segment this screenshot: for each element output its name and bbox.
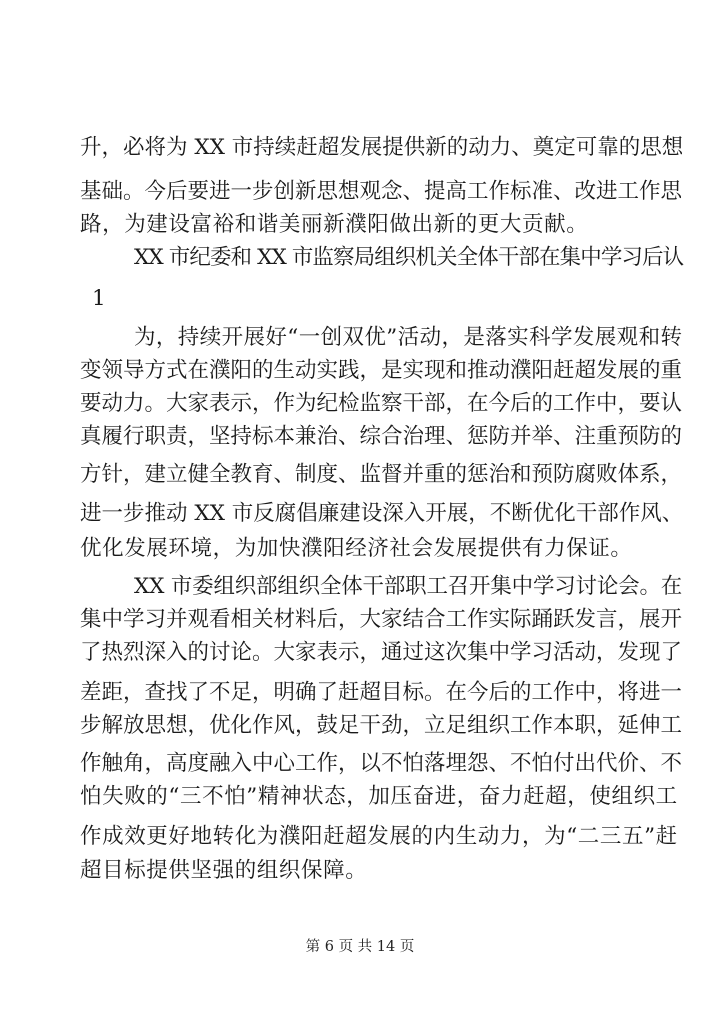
line-text: 差距，查找了不足，明确了赶超目标。在今后的工作中，将进一	[80, 680, 683, 705]
text-line	[0, 676, 720, 710]
text-line	[0, 532, 720, 566]
text-line	[0, 497, 720, 531]
page-number-footer: 第 6 页 共 14 页	[305, 939, 415, 955]
line-text: 了热烈深入的讨论。大家表示，通过这次集中学习活动，发现了	[80, 640, 683, 665]
line-text: 集中学习并观看相关材料后，大家结合工作实际踊跃发言，展开	[80, 607, 683, 632]
text-line	[0, 854, 720, 888]
line-text: 优化发展环境，为加快濮阳经济社会发展提供有力保证。	[80, 536, 633, 561]
line-text: 步解放思想，优化作风，鼓足干劲，立足组织工作本职，延伸工	[80, 713, 683, 738]
text-line	[0, 636, 720, 670]
text-line	[0, 241, 720, 275]
line-text: 真履行职责，坚持标本兼治、综合治理、惩防并举、注重预防的	[80, 424, 683, 449]
text-line	[0, 131, 720, 165]
text-line	[0, 603, 720, 637]
line-text: 变领导方式在濮阳的生动实践，是实现和推动濮阳赶超发展的重	[80, 358, 683, 383]
text-line	[0, 747, 720, 781]
text-line	[0, 570, 720, 604]
line-text: 要动力。大家表示，作为纪检监察干部，在今后的工作中，要认	[80, 391, 683, 416]
line-text: XX 市纪委和 XX 市监察局组织机关全体干部在集中学习后认	[134, 245, 684, 270]
text-line	[0, 820, 720, 854]
text-line	[0, 208, 720, 242]
line-text: 升，必将为 XX 市持续赶超发展提供新的动力、奠定可靠的思想	[80, 135, 684, 160]
text-line	[0, 387, 720, 421]
line-text: 怕失败的“三不怕”精神状态，加压奋进，奋力赶超，使组织工	[80, 784, 678, 809]
text-line	[0, 282, 720, 316]
line-text: 为，持续开展好“一创双优”活动，是落实科学发展观和转	[134, 325, 683, 350]
text-line	[0, 709, 720, 743]
text-line	[0, 321, 720, 355]
text-line	[0, 354, 720, 388]
text-line	[0, 780, 720, 814]
line-text: 超目标提供坚强的组织保障。	[80, 858, 368, 883]
line-text: XX 市委组织部组织全体干部职工召开集中学习讨论会。在	[134, 574, 683, 599]
line-text: 作成效更好地转化为濮阳赶超发展的内生动力，为“二三五”赶	[80, 824, 678, 849]
line-text: 基础。今后要进一步创新思想观念、提高工作标准、改进工作思	[80, 179, 683, 204]
line-text: 方针，建立健全教育、制度、监督并重的惩治和预防腐败体系，	[80, 462, 683, 487]
text-line	[0, 458, 720, 492]
text-line	[0, 175, 720, 209]
text-line	[0, 420, 720, 454]
line-text: 路，为建设富裕和谐美丽新濮阳做出新的更大贡献。	[80, 212, 589, 237]
line-text: 1	[92, 286, 107, 311]
line-text: 作触角，高度融入中心工作，以不怕落埋怨、不怕付出代价、不	[80, 751, 683, 776]
line-text: 进一步推动 XX 市反腐倡廉建设深入开展，不断优化干部作风、	[80, 501, 684, 526]
